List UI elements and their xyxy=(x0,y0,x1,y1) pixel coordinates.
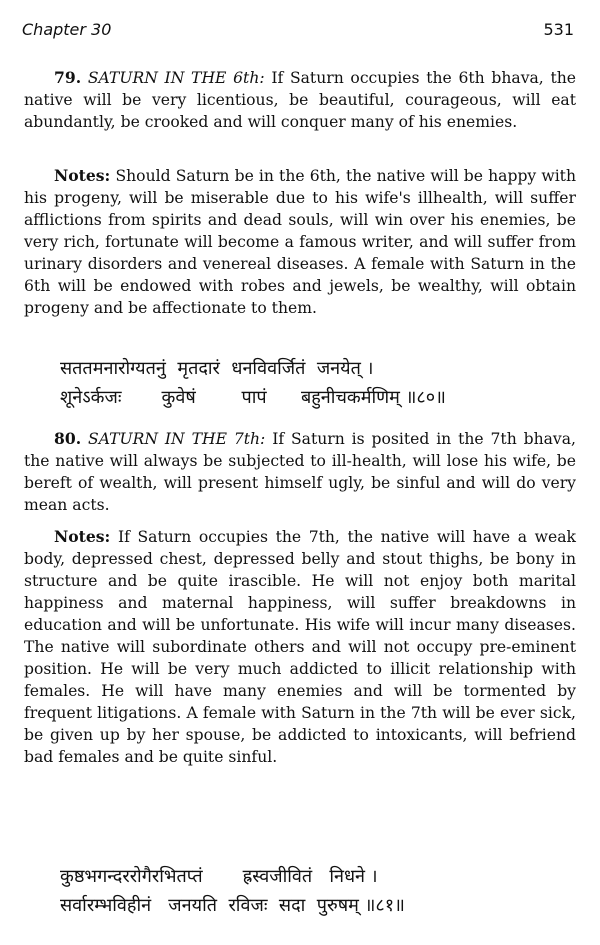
section-text: If Saturn occupies the 6th bhava, the native will be very licentious, be beautiful, courageous, will eat abundantly, be crooked and will conquer many of his enemies. xyxy=(24,69,576,131)
notes-text: Should Saturn be in the 6th, the native will be happy with his progeny, will be miserable due to his wife's illhealth, will suffer afflictions from spirits and dead souls, will win over his enemies, be very rich, fortunate will become a famous writer, and will suffer from urinary disorders and venereal diseases. A female with Saturn in the 6th will be endowed with robes and jewels, be wealthy, will obtain progeny and be affectionate to them. xyxy=(24,167,576,317)
verse-line: शूनेऽर्कजः कुवेषं पापं बहुनीचकर्मणिम् ॥८०॥ xyxy=(60,387,446,408)
notes-text: If Saturn occupies the 7th, the native will have a weak body, depressed chest, depressed belly and stout thighs, be bony in structure and be quite irascible. He will not enjoy both marital happiness and maternal happiness, will suffer breakdowns in education and will be unfortunate. His wife will incur many diseases. The native will subordinate others and will not occupy pre-eminent position. He will be very much addicted to illicit relationship with females. He will have many enemies and will be tormented by frequent litigations. A female with Saturn in the 7th will be ever sick, be given up by her spouse, be addicted to intoxicants, will befriend bad females and be quite sinful. xyxy=(24,528,576,766)
notes-label: Notes: xyxy=(54,527,111,546)
section-text: If Saturn is posited in the 7th bhava, the native will always be subjected to ill-health, will lose his wife, be bereft of wealth, will present himself ugly, be sinful and will do very mean acts. xyxy=(24,430,576,514)
page-number: 531 xyxy=(543,20,574,39)
section-title: SATURN IN THE 6th: xyxy=(87,69,265,87)
verse-line: सर्वारम्भविहीनं जनयति रविजः सदा पुरुषम् ॥८१॥ xyxy=(60,895,405,916)
sanskrit-verse-80 xyxy=(60,354,560,412)
section-title: SATURN IN THE 7th: xyxy=(88,430,266,448)
sloka-80-notes xyxy=(24,526,576,768)
chapter-title: Chapter 30 xyxy=(22,20,112,39)
section-number: 80. xyxy=(54,429,82,448)
sanskrit-verse-81 xyxy=(60,862,560,920)
notes-label: Notes: xyxy=(54,166,111,185)
verse-line: सततमनारोग्यतनुं मृतदारं धनविवर्जितं जनयेत् । xyxy=(60,358,374,379)
sloka-79-translation xyxy=(24,67,576,133)
verse-line: कुष्ठभगन्दररोगैरभितप्तं ह्रस्वजीवितं निधने । xyxy=(60,866,378,887)
page-header xyxy=(22,20,574,44)
sloka-79-notes xyxy=(24,165,576,319)
sloka-80-translation xyxy=(24,428,576,516)
section-number: 79. xyxy=(54,68,82,87)
